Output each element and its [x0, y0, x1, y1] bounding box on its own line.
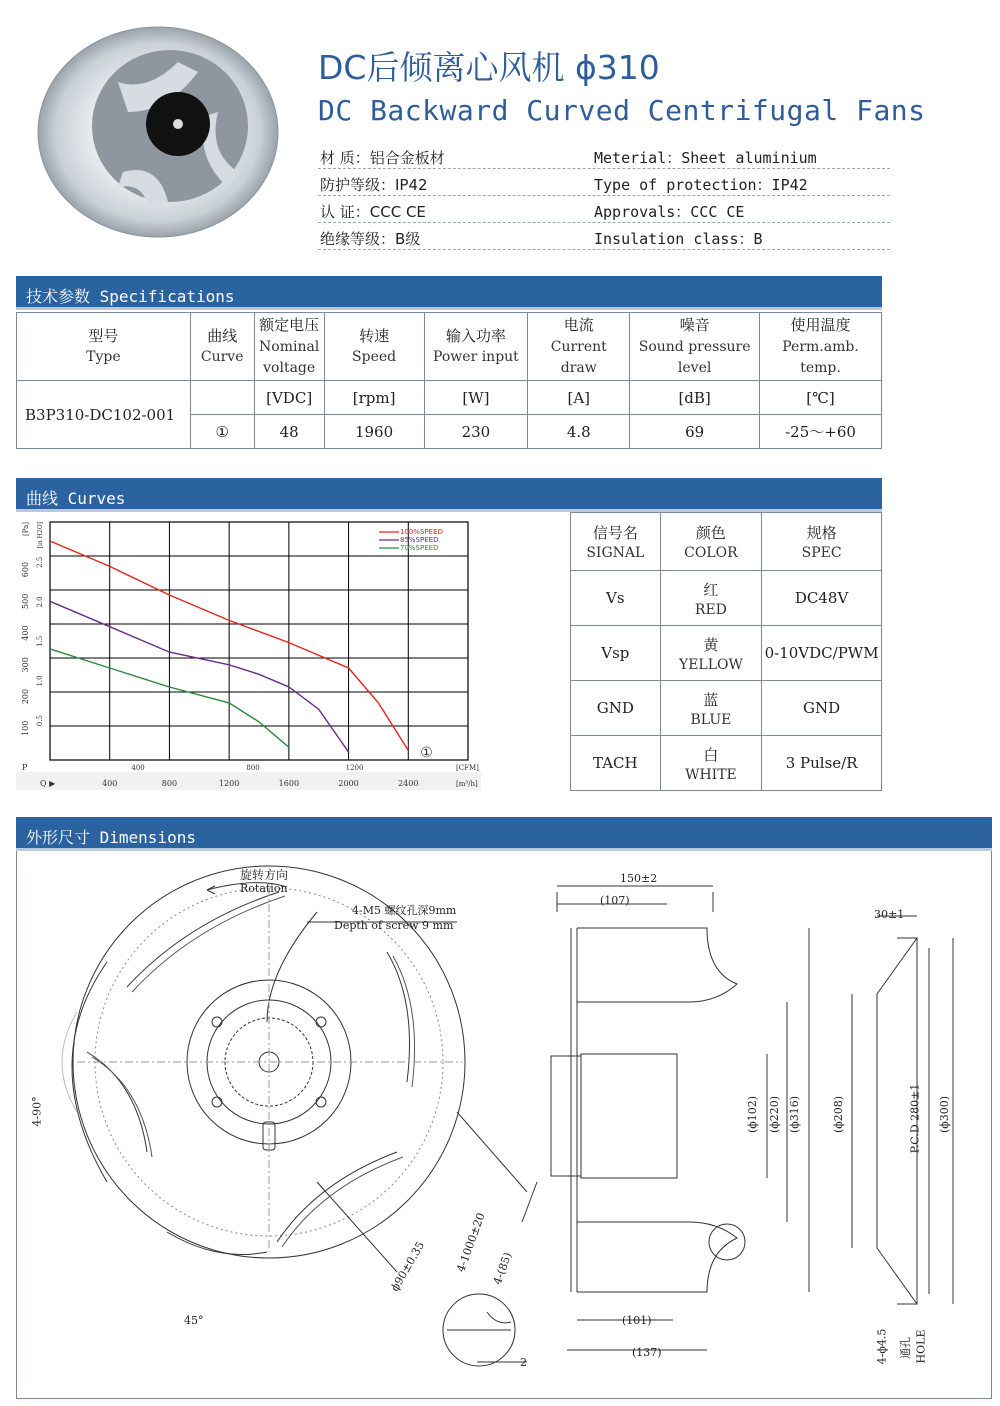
width-30-label: 30±1	[874, 908, 905, 921]
x-tick-label: 800	[161, 779, 178, 788]
spec-curve-value: ①	[190, 415, 254, 449]
legend-label: 70%SPEED	[400, 544, 439, 552]
specs-section-header: 技术参数 Specifications	[16, 276, 882, 310]
spec-noise-value: 69	[630, 415, 760, 449]
width-101-label: (101)	[622, 1314, 652, 1327]
y-tick-label: 100	[21, 720, 30, 736]
y-axis-label: [Pa]	[22, 522, 30, 537]
dia-220-label: (ϕ220)	[768, 1095, 782, 1134]
spec-unit: [dB]	[630, 381, 760, 415]
cable-length-label: 4-1000±20	[454, 1211, 488, 1274]
signal-color: 红 RED	[660, 571, 762, 626]
cable-85-label: 4-(85)	[490, 1250, 515, 1287]
x-tick-label: 2000	[338, 779, 359, 788]
spec-voltage-value: 48	[254, 415, 324, 449]
property-cn: 认 证：CCC CE	[320, 203, 426, 221]
signal-row	[571, 626, 882, 681]
y-tick-label: 600	[21, 561, 30, 578]
spec-col-current: 电流 Current draw	[528, 313, 630, 381]
y-tick-label: 200	[21, 688, 30, 705]
property-en: Insulation class：B	[594, 230, 763, 248]
screw-label-en: Depth of screw 9 mm	[334, 919, 454, 932]
x-axis-label: [m³/h]	[456, 780, 478, 788]
signal-color: 白 WHITE	[660, 736, 762, 791]
spec-col-curve: 曲线 Curve	[190, 313, 254, 381]
curve-marker: ①	[420, 744, 433, 761]
spec-temp-value: -25～+60	[760, 415, 882, 449]
hole-label-en: HOLE	[914, 1329, 928, 1364]
hole-label-cn: 通孔	[899, 1337, 912, 1359]
dia-102-label: (ϕ102)	[746, 1095, 760, 1134]
y-tick-label-inh2o: 0.5	[36, 715, 44, 727]
side-view	[522, 886, 809, 1350]
detail-view	[443, 1294, 527, 1366]
spec-power-value: 230	[424, 415, 528, 449]
x-tick-label-cfm: 1200	[345, 764, 364, 772]
signal-spec: GND	[762, 681, 882, 736]
x-tick-label: 2400	[398, 779, 419, 788]
y-tick-label: 500	[21, 593, 30, 609]
x-axis-label-2: [CFM]	[456, 764, 479, 772]
specs-table	[16, 312, 882, 449]
signal-table	[570, 512, 882, 791]
x-tick-label-cfm: 400	[131, 764, 145, 772]
fan-photo	[28, 22, 288, 242]
pcd-label: P.C.D 280±1	[908, 1083, 922, 1154]
signal-col-spec: 规格 SPEC	[762, 513, 882, 571]
spec-unit: [W]	[424, 381, 528, 415]
x-tick-label: 1200	[218, 779, 240, 788]
rotation-label-en: Rotation	[240, 882, 288, 895]
signal-spec: DC48V	[762, 571, 882, 626]
width-107-label: (107)	[600, 894, 630, 907]
x-tick-label: 400	[102, 779, 118, 788]
property-row-protection	[318, 169, 890, 196]
property-row-approvals	[318, 196, 890, 223]
x-tick-label: 1600	[278, 779, 300, 788]
property-en: Type of protection：IP42	[594, 176, 808, 194]
front-view	[62, 866, 527, 1272]
phi90-label: ϕ90±0.35	[388, 1239, 428, 1294]
y-axis-label-2: [in H2O]	[37, 522, 44, 549]
property-cn: 防护等级：IP42	[320, 176, 428, 194]
curves-section-header: 曲线 Curves	[16, 478, 882, 512]
dia-316-label: (ϕ316)	[788, 1095, 802, 1134]
signal-color: 蓝 BLUE	[660, 681, 762, 736]
signal-row	[571, 571, 882, 626]
spec-unit: [VDC]	[254, 381, 324, 415]
legend-label: 100%SPEED	[400, 528, 443, 536]
page-title-cn: DC后倾离心风机 ϕ310	[318, 48, 660, 87]
width-150-label: 150±2	[620, 872, 658, 885]
spec-unit: [A]	[528, 381, 630, 415]
signal-name: GND	[571, 681, 661, 736]
screw-label-cn: 4-M5 螺纹孔深9mm	[352, 904, 457, 917]
signal-spec: 3 Pulse/R	[762, 736, 882, 791]
spec-type-value: B3P310-DC102-001	[17, 381, 191, 449]
rotation-label-cn: 旋转方向	[240, 868, 289, 882]
x-tick-label-cfm: 800	[246, 764, 260, 772]
spec-col-type: 型号 Type	[17, 313, 191, 381]
y-tick-label: 300	[21, 657, 30, 673]
angle-90-label: 4-90°	[30, 1096, 44, 1127]
detail-2-label: 2	[520, 1356, 527, 1369]
y-tick-label-inh2o: 2.0	[36, 596, 44, 608]
angle-45-label: 45°	[184, 1314, 204, 1327]
property-cn: 材 质：铝合金板材	[320, 149, 445, 167]
y-tick-label: 400	[21, 625, 30, 641]
signal-name: Vsp	[571, 626, 661, 681]
page-title-en: DC Backward Curved Centrifugal Fans	[318, 94, 926, 127]
y-tick-label-inh2o: 2.5	[36, 556, 44, 568]
spec-unit: [℃]	[760, 381, 882, 415]
signal-col-name: 信号名 SIGNAL	[571, 513, 661, 571]
signal-name: Vs	[571, 571, 661, 626]
spec-col-speed: 转速 Speed	[324, 313, 424, 381]
signal-spec: 0-10VDC/PWM	[762, 626, 882, 681]
y-tick-label-inh2o: 1.0	[36, 675, 44, 687]
signal-col-color: 颜色 COLOR	[660, 513, 762, 571]
signal-row	[571, 681, 882, 736]
property-row-material	[318, 142, 890, 169]
width-137-label: (137)	[632, 1346, 662, 1359]
dia-300-label: (ϕ300)	[938, 1095, 952, 1134]
spec-unit-empty	[190, 381, 254, 415]
hole-label: 4-ϕ4.5	[875, 1328, 889, 1365]
legend-label: 85%SPEED	[400, 536, 439, 544]
property-cn: 绝缘等级：B级	[320, 230, 421, 248]
spec-unit: [rpm]	[324, 381, 424, 415]
property-row-insulation	[318, 223, 890, 250]
signal-name: TACH	[571, 736, 661, 791]
axis-p-label: P	[22, 763, 28, 772]
spec-col-voltage: 额定电压 Nominal voltage	[254, 313, 324, 381]
spec-col-noise: 噪音 Sound pressure level	[630, 313, 760, 381]
dimensions-section-header: 外形尺寸 Dimensions	[16, 817, 992, 851]
signal-color: 黄 YELLOW	[660, 626, 762, 681]
spec-speed-value: 1960	[324, 415, 424, 449]
dia-208-label: (ϕ208)	[832, 1095, 846, 1134]
signal-row	[571, 736, 882, 791]
performance-chart	[16, 512, 481, 790]
property-en: Meterial：Sheet aluminium	[594, 149, 817, 167]
spec-col-temp: 使用温度 Perm.amb. temp.	[760, 313, 882, 381]
property-en: Approvals：CCC CE	[594, 203, 745, 221]
spec-current-value: 4.8	[528, 415, 630, 449]
y-tick-label-inh2o: 1.5	[36, 635, 44, 647]
spec-col-power: 输入功率 Power input	[424, 313, 528, 381]
axis-q-label: Q ▶	[40, 779, 56, 788]
